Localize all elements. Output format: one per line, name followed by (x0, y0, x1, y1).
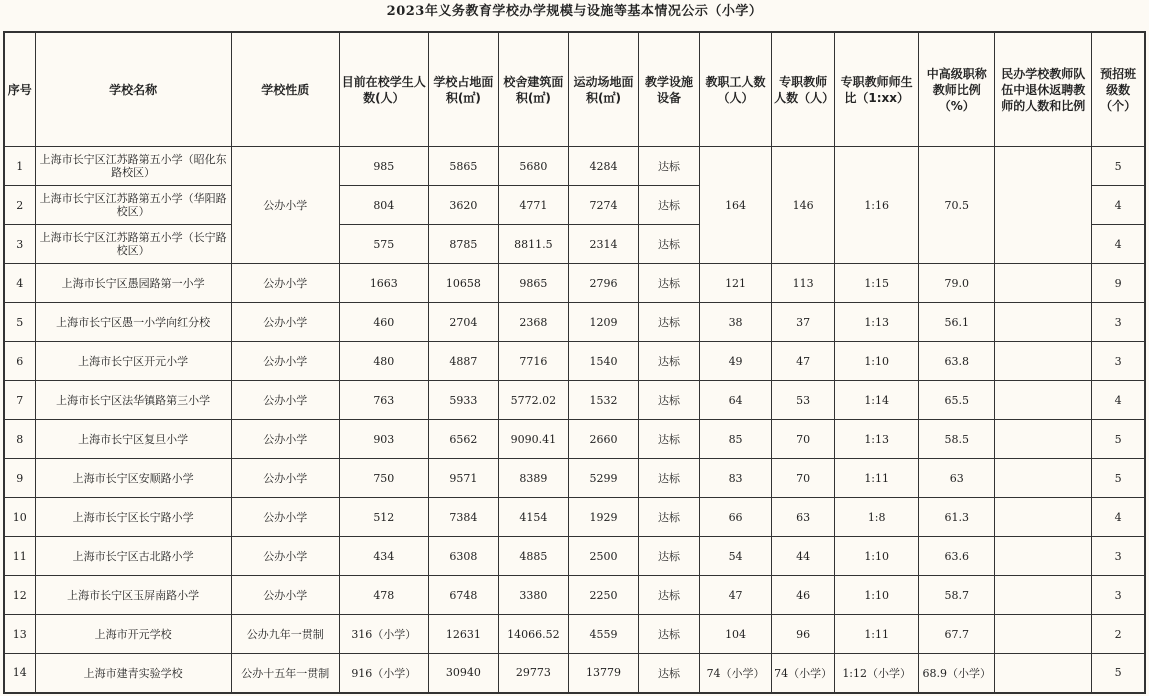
header-building-area: 校舍建筑面积(㎡) (498, 32, 568, 147)
school-nature: 公办小学 (231, 264, 339, 303)
facility-status: 达标 (638, 420, 699, 459)
row-number: 3 (4, 225, 35, 264)
land-area: 30940 (428, 654, 498, 693)
retired-teachers (995, 498, 1092, 537)
students-count: 434 (339, 537, 428, 576)
senior-title-ratio: 56.1 (919, 303, 995, 342)
teacher-count: 113 (772, 264, 835, 303)
land-area: 6748 (428, 576, 498, 615)
table-row (4, 498, 1145, 537)
teacher-count: 47 (772, 342, 835, 381)
land-area: 10658 (428, 264, 498, 303)
staff-count: 54 (700, 537, 772, 576)
row-number: 9 (4, 459, 35, 498)
teacher-count: 70 (772, 459, 835, 498)
sports-area: 7274 (568, 186, 638, 225)
retired-teachers (995, 264, 1092, 303)
sports-area: 5299 (568, 459, 638, 498)
students-count: 1663 (339, 264, 428, 303)
planned-classes: 5 (1092, 147, 1145, 186)
retired-teachers (995, 576, 1092, 615)
school-nature: 公办小学 (231, 459, 339, 498)
teacher-count: 37 (772, 303, 835, 342)
senior-title-ratio: 61.3 (919, 498, 995, 537)
teacher-count: 53 (772, 381, 835, 420)
teacher-student-ratio: 1:15 (835, 264, 919, 303)
table-row (4, 342, 1145, 381)
teacher-count: 74（小学） (772, 654, 835, 693)
header-staff: 教职工人数（人） (700, 32, 772, 147)
header-retired: 民办学校教师队伍中退休返聘教师的人数和比例 (995, 32, 1092, 147)
page-title: 2023年义务教育学校办学规模与设施等基本情况公示（小学） (386, 4, 763, 19)
retired-teachers (995, 303, 1092, 342)
table-row (4, 303, 1145, 342)
building-area: 4154 (498, 498, 568, 537)
planned-classes: 5 (1092, 459, 1145, 498)
building-area: 9865 (498, 264, 568, 303)
senior-title-ratio: 79.0 (919, 264, 995, 303)
retired-teachers (995, 654, 1092, 693)
senior-title-ratio: 58.5 (919, 420, 995, 459)
senior-title-ratio: 58.7 (919, 576, 995, 615)
sports-area: 2660 (568, 420, 638, 459)
land-area: 12631 (428, 615, 498, 654)
facility-status: 达标 (638, 225, 699, 264)
school-nature: 公办九年一贯制 (231, 615, 339, 654)
senior-title-ratio: 63.8 (919, 342, 995, 381)
building-area: 4771 (498, 186, 568, 225)
row-number: 8 (4, 420, 35, 459)
students-count: 903 (339, 420, 428, 459)
sports-area: 4284 (568, 147, 638, 186)
school-name: 上海市长宁区江苏路第五小学（长宁路校区） (35, 225, 231, 264)
staff-count: 66 (700, 498, 772, 537)
school-name: 上海市长宁区愚园路第一小学 (35, 264, 231, 303)
sports-area: 1532 (568, 381, 638, 420)
school-name: 上海市开元学校 (35, 615, 231, 654)
row-number: 2 (4, 186, 35, 225)
land-area: 9571 (428, 459, 498, 498)
staff-count: 164 (700, 147, 772, 264)
sports-area: 2500 (568, 537, 638, 576)
students-count: 985 (339, 147, 428, 186)
school-nature: 公办小学 (231, 303, 339, 342)
table-row (4, 537, 1145, 576)
school-name: 上海市长宁区法华镇路第三小学 (35, 381, 231, 420)
facility-status: 达标 (638, 615, 699, 654)
building-area: 9090.41 (498, 420, 568, 459)
retired-teachers (995, 420, 1092, 459)
teacher-student-ratio: 1:13 (835, 303, 919, 342)
senior-title-ratio: 70.5 (919, 147, 995, 264)
students-count: 916（小学） (339, 654, 428, 693)
header-ratio: 专职教师师生比（1:xx） (835, 32, 919, 147)
retired-teachers (995, 459, 1092, 498)
staff-count: 64 (700, 381, 772, 420)
sports-area: 2250 (568, 576, 638, 615)
retired-teachers (995, 537, 1092, 576)
table-row (4, 420, 1145, 459)
building-area: 14066.52 (498, 615, 568, 654)
table-row (4, 459, 1145, 498)
teacher-count: 70 (772, 420, 835, 459)
table-row (4, 615, 1145, 654)
school-name: 上海市长宁区江苏路第五小学（昭化东路校区） (35, 147, 231, 186)
building-area: 4885 (498, 537, 568, 576)
school-nature: 公办小学 (231, 498, 339, 537)
row-number: 14 (4, 654, 35, 693)
school-nature: 公办小学 (231, 342, 339, 381)
row-number: 6 (4, 342, 35, 381)
senior-title-ratio: 63.6 (919, 537, 995, 576)
planned-classes: 4 (1092, 186, 1145, 225)
students-count: 480 (339, 342, 428, 381)
students-count: 763 (339, 381, 428, 420)
senior-title-ratio: 68.9（小学） (919, 654, 995, 693)
staff-count: 47 (700, 576, 772, 615)
facility-status: 达标 (638, 381, 699, 420)
facility-status: 达标 (638, 147, 699, 186)
row-number: 1 (4, 147, 35, 186)
facility-status: 达标 (638, 654, 699, 693)
row-number: 13 (4, 615, 35, 654)
header-classes: 预招班级数（个） (1092, 32, 1145, 147)
school-name: 上海市长宁区复旦小学 (35, 420, 231, 459)
students-count: 804 (339, 186, 428, 225)
table-row (4, 147, 1145, 186)
teacher-student-ratio: 1:12（小学） (835, 654, 919, 693)
facility-status: 达标 (638, 576, 699, 615)
planned-classes: 2 (1092, 615, 1145, 654)
building-area: 7716 (498, 342, 568, 381)
senior-title-ratio: 65.5 (919, 381, 995, 420)
school-name: 上海市长宁区愚一小学向红分校 (35, 303, 231, 342)
school-name: 上海市长宁区江苏路第五小学（华阳路校区） (35, 186, 231, 225)
land-area: 7384 (428, 498, 498, 537)
school-info-table (3, 31, 1146, 694)
building-area: 29773 (498, 654, 568, 693)
retired-teachers (995, 147, 1092, 264)
table-row (4, 264, 1145, 303)
building-area: 3380 (498, 576, 568, 615)
staff-count: 49 (700, 342, 772, 381)
row-number: 7 (4, 381, 35, 420)
planned-classes: 4 (1092, 498, 1145, 537)
senior-title-ratio: 63 (919, 459, 995, 498)
students-count: 478 (339, 576, 428, 615)
header-senior-ratio: 中高级职称教师比例（%） (919, 32, 995, 147)
header-row (4, 32, 1145, 147)
row-number: 12 (4, 576, 35, 615)
students-count: 750 (339, 459, 428, 498)
header-no: 序号 (4, 32, 35, 147)
teacher-student-ratio: 1:14 (835, 381, 919, 420)
teacher-count: 146 (772, 147, 835, 264)
planned-classes: 5 (1092, 654, 1145, 693)
teacher-count: 44 (772, 537, 835, 576)
header-sports-area: 运动场地面积(㎡) (568, 32, 638, 147)
facility-status: 达标 (638, 264, 699, 303)
building-area: 8389 (498, 459, 568, 498)
teacher-student-ratio: 1:10 (835, 537, 919, 576)
school-name: 上海市长宁区长宁路小学 (35, 498, 231, 537)
land-area: 6308 (428, 537, 498, 576)
header-teachers: 专职教师人数（人） (772, 32, 835, 147)
planned-classes: 3 (1092, 342, 1145, 381)
school-name: 上海市建青实验学校 (35, 654, 231, 693)
header-nature: 学校性质 (231, 32, 339, 147)
land-area: 5933 (428, 381, 498, 420)
teacher-count: 96 (772, 615, 835, 654)
building-area: 2368 (498, 303, 568, 342)
teacher-student-ratio: 1:11 (835, 459, 919, 498)
school-name: 上海市长宁区开元小学 (35, 342, 231, 381)
retired-teachers (995, 615, 1092, 654)
planned-classes: 9 (1092, 264, 1145, 303)
planned-classes: 4 (1092, 381, 1145, 420)
sports-area: 13779 (568, 654, 638, 693)
senior-title-ratio: 67.7 (919, 615, 995, 654)
staff-count: 83 (700, 459, 772, 498)
school-name: 上海市长宁区安顺路小学 (35, 459, 231, 498)
sports-area: 1929 (568, 498, 638, 537)
teacher-student-ratio: 1:11 (835, 615, 919, 654)
staff-count: 38 (700, 303, 772, 342)
teacher-student-ratio: 1:16 (835, 147, 919, 264)
retired-teachers (995, 342, 1092, 381)
table-row (4, 654, 1145, 693)
land-area: 6562 (428, 420, 498, 459)
teacher-count: 63 (772, 498, 835, 537)
staff-count: 104 (700, 615, 772, 654)
header-facility: 教学设施设备 (638, 32, 699, 147)
teacher-student-ratio: 1:13 (835, 420, 919, 459)
school-nature: 公办小学 (231, 576, 339, 615)
facility-status: 达标 (638, 303, 699, 342)
students-count: 575 (339, 225, 428, 264)
facility-status: 达标 (638, 342, 699, 381)
students-count: 316（小学） (339, 615, 428, 654)
staff-count: 85 (700, 420, 772, 459)
planned-classes: 4 (1092, 225, 1145, 264)
header-school-name: 学校名称 (35, 32, 231, 147)
sports-area: 4559 (568, 615, 638, 654)
teacher-student-ratio: 1:8 (835, 498, 919, 537)
teacher-student-ratio: 1:10 (835, 576, 919, 615)
sports-area: 1540 (568, 342, 638, 381)
school-nature: 公办小学 (231, 381, 339, 420)
school-nature: 公办小学 (231, 537, 339, 576)
sports-area: 2314 (568, 225, 638, 264)
school-nature: 公办小学 (231, 147, 339, 264)
facility-status: 达标 (638, 537, 699, 576)
land-area: 8785 (428, 225, 498, 264)
teacher-count: 46 (772, 576, 835, 615)
row-number: 10 (4, 498, 35, 537)
header-land-area: 学校占地面积(㎡) (428, 32, 498, 147)
facility-status: 达标 (638, 459, 699, 498)
land-area: 2704 (428, 303, 498, 342)
table-row (4, 576, 1145, 615)
school-nature: 公办小学 (231, 420, 339, 459)
planned-classes: 3 (1092, 576, 1145, 615)
school-name: 上海市长宁区古北路小学 (35, 537, 231, 576)
header-students: 目前在校学生人数(人） (339, 32, 428, 147)
land-area: 4887 (428, 342, 498, 381)
row-number: 5 (4, 303, 35, 342)
school-nature: 公办十五年一贯制 (231, 654, 339, 693)
teacher-student-ratio: 1:10 (835, 342, 919, 381)
sports-area: 1209 (568, 303, 638, 342)
row-number: 11 (4, 537, 35, 576)
school-name: 上海市长宁区玉屏南路小学 (35, 576, 231, 615)
land-area: 3620 (428, 186, 498, 225)
staff-count: 74（小学） (700, 654, 772, 693)
sports-area: 2796 (568, 264, 638, 303)
building-area: 5680 (498, 147, 568, 186)
building-area: 5772.02 (498, 381, 568, 420)
students-count: 460 (339, 303, 428, 342)
students-count: 512 (339, 498, 428, 537)
land-area: 5865 (428, 147, 498, 186)
planned-classes: 3 (1092, 303, 1145, 342)
building-area: 8811.5 (498, 225, 568, 264)
planned-classes: 3 (1092, 537, 1145, 576)
table-row (4, 381, 1145, 420)
row-number: 4 (4, 264, 35, 303)
retired-teachers (995, 381, 1092, 420)
planned-classes: 5 (1092, 420, 1145, 459)
facility-status: 达标 (638, 498, 699, 537)
facility-status: 达标 (638, 186, 699, 225)
staff-count: 121 (700, 264, 772, 303)
